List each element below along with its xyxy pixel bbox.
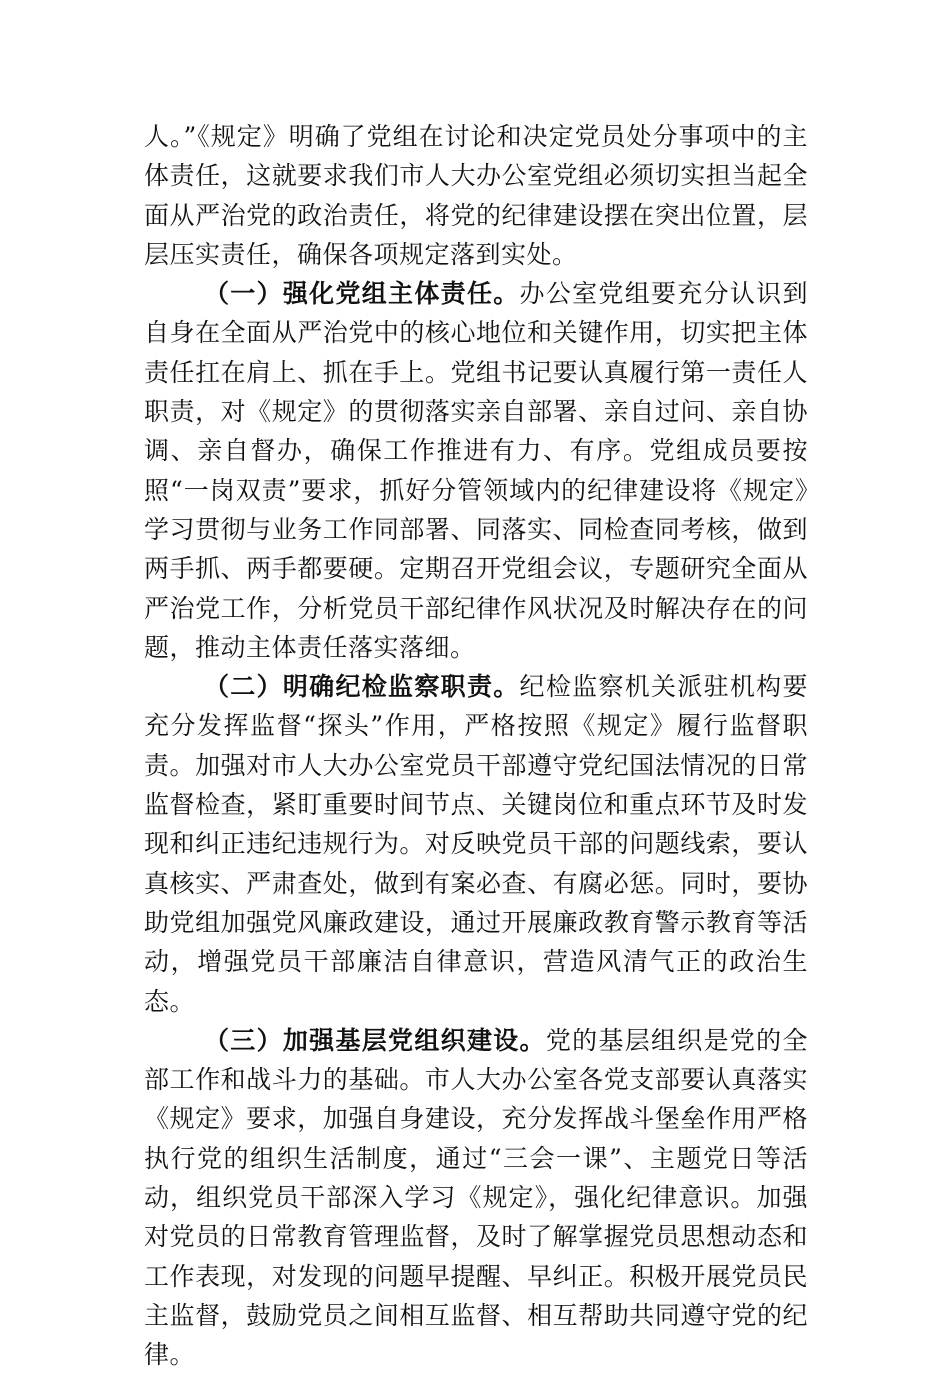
paragraph-section-3 [144, 1021, 808, 1375]
paragraph-section-1 [144, 274, 808, 667]
paragraph-section-2 [144, 667, 808, 1021]
section-heading-2: （二）明确纪检监察职责。 [204, 672, 520, 702]
section-heading-1: （一）强化党组主体责任。 [204, 279, 520, 309]
paragraph-text: 党的基层组织是党的全部工作和战斗力的基础。市人大办公室各党支部要认真落实《规定》要求，加强自身建设，充分发挥战斗堡垒作用严格执行党的组织生活制度，通过“三会一课”、主题党日等活动，组织党员干部深入学习《规定》，强化纪律意识。加强对党员的日常教育管理监督，及时了解掌握党员思想动态和工作表现，对发现的问题早提醒、早纠正。积极开展党员民主监督，鼓励党员之间相互监督、相互帮助共同遵守党的纪律。 [144, 1025, 808, 1370]
paragraph-text: 办公室党组要充分认识到自身在全面从严治党中的核心地位和关键作用，切实把主体责任扛在肩上、抓在手上。党组书记要认真履行第一责任人职责，对《规定》的贯彻落实亲自部署、亲自过问、亲自协调、亲自督办，确保工作推进有力、有序。党组成员要按照“一岗双责”要求，抓好分管领域内的纪律建设将《规定》学习贯彻与业务工作同部署、同落实、同检查同考核，做到两手抓、两手都要硬。定期召开党组会议，专题研究全面从严治党工作，分析党员干部纪律作风状况及时解决存在的问题，推动主体责任落实落细。 [144, 279, 808, 662]
paragraph-text: 纪检监察机关派驻机构要充分发挥监督“探头”作用，严格按照《规定》履行监督职责。加强对市人大办公室党员干部遵守党纪国法情况的日常监督检查，紧盯重要时间节点、关键岗位和重点环节及时发现和纠正违纪违规行为。对反映党员干部的问题线索，要认真核实、严肃查处，做到有案必查、有腐必惩。同时，要协助党组加强党风廉政建设，通过开展廉政教育警示教育等活动，增强党员干部廉洁自律意识，营造风清气正的政治生态。 [144, 672, 808, 1016]
paragraph-intro-continuation [144, 117, 808, 274]
section-heading-3: （三）加强基层党组织建设。 [204, 1025, 546, 1055]
document-body [144, 117, 808, 1375]
paragraph-text: 人。”《规定》明确了党组在讨论和决定党员处分事项中的主体责任，这就要求我们市人大办公室党组必须切实担当起全面从严治党的政治责任，将党的纪律建设摆在突出位置，层层压实责任，确保各项规定落到实处。 [144, 122, 808, 269]
